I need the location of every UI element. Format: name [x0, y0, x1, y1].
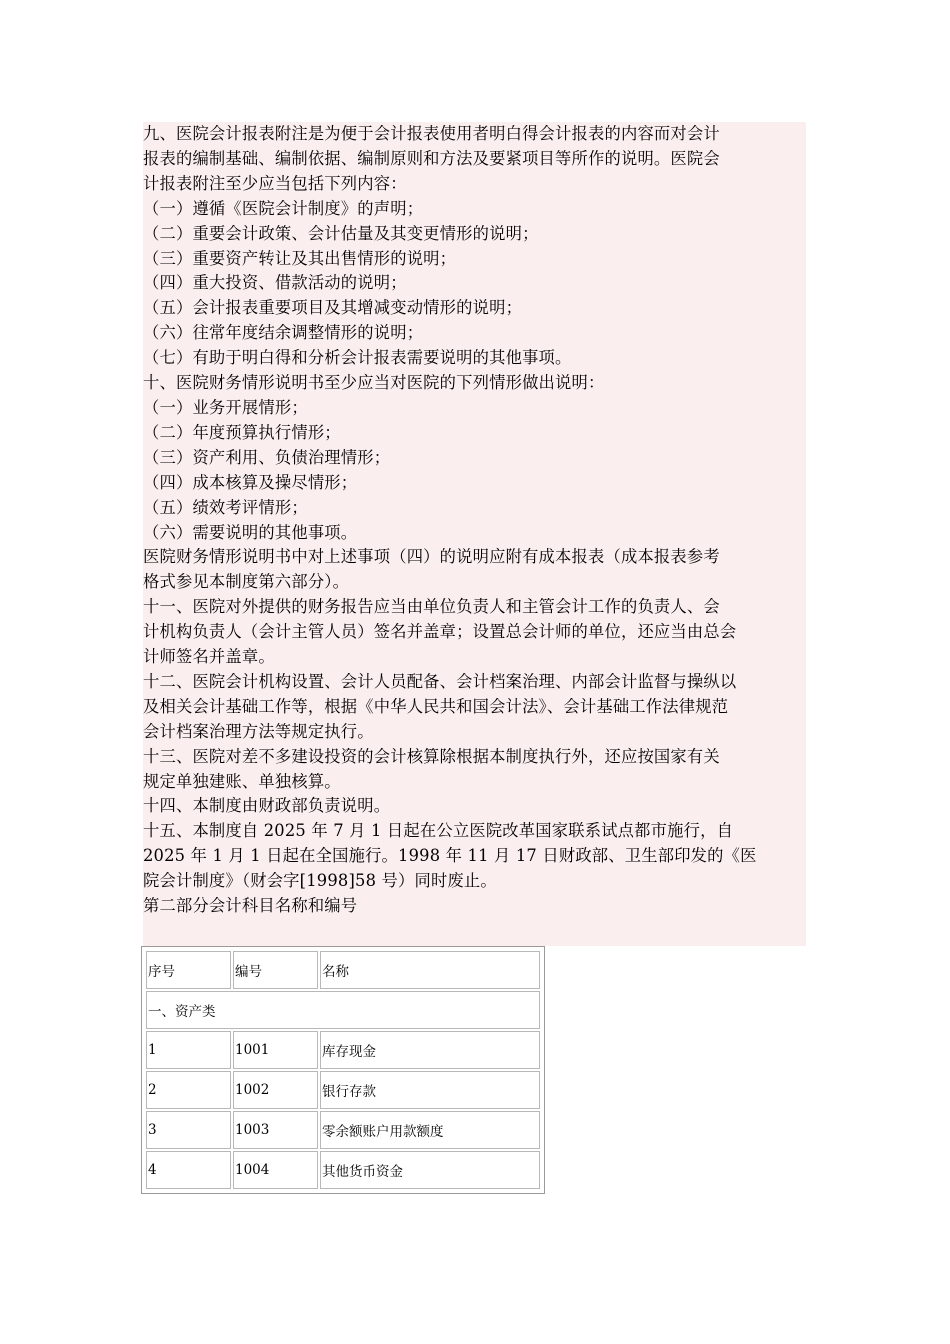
header-cell-index: 序号 — [146, 951, 231, 989]
text-line: （三）重要资产转让及其出售情形的说明； — [143, 248, 457, 268]
text-line: （一）业务开展情形； — [143, 397, 308, 417]
row-name-cell: 库存现金 — [320, 1031, 540, 1069]
text-line: 医院财务情形说明书中对上述事项（四）的说明应附有成本报表（成本报表参考 — [143, 547, 720, 567]
accounts-table-frame — [141, 946, 545, 1194]
accounts-table — [144, 949, 542, 1191]
text-line: 十四、本制度由财政部负责说明。 — [143, 796, 391, 816]
text-line: （二）重要会计政策、会计估量及其变更情形的说明； — [143, 223, 539, 243]
text-line: （二）年度预算执行情形； — [143, 422, 341, 442]
table-category-row — [146, 991, 540, 1029]
row-index-cell: 1 — [146, 1031, 231, 1069]
text-line: 十一、医院对外提供的财务报告应当由单位负责人和主管会计工作的负责人、会 — [143, 597, 720, 617]
text-line: （四）成本核算及操尽情形； — [143, 472, 358, 492]
text-line: 规定单独建账、单独核算。 — [143, 771, 341, 791]
text-line: （五）绩效考评情形； — [143, 497, 308, 517]
text-line: （六）往常年度结余调整情形的说明； — [143, 323, 424, 343]
text-line: （六）需要说明的其他事项。 — [143, 522, 358, 542]
text-line: 十二、医院会计机构设置、会计人员配备、会计档案治理、内部会计监督与操纵以 — [143, 671, 737, 691]
text-line: （七）有助于明白得和分析会计报表需要说明的其他事项。 — [143, 348, 572, 368]
text-line: 计师签名并盖章。 — [143, 647, 275, 667]
text-line: （五）会计报表重要项目及其增减变动情形的说明； — [143, 298, 523, 318]
row-index-cell: 3 — [146, 1111, 231, 1149]
highlighted-text-block — [143, 122, 806, 946]
row-name-cell: 银行存款 — [320, 1071, 540, 1109]
text-line: 2025 年 1 月 1 日起在全国施行。1998 年 11 月 17 日财政部、卫生部印发的《医 — [143, 846, 757, 866]
table-row — [146, 1151, 540, 1189]
row-index-cell: 4 — [146, 1151, 231, 1189]
row-code-cell: 1004 — [233, 1151, 318, 1189]
table-row — [146, 1111, 540, 1149]
row-code-cell: 1003 — [233, 1111, 318, 1149]
header-cell-name: 名称 — [320, 951, 540, 989]
text-line: （一）遵循《医院会计制度》的声明； — [143, 198, 424, 218]
table-row — [146, 1071, 540, 1109]
text-line: 九、医院会计报表附注是为便于会计报表使用者明白得会计报表的内容而对会计 — [143, 124, 720, 143]
section-heading: 第二部分会计科目名称和编号 — [143, 896, 358, 916]
text-line: 计机构负责人（会计主管人员）签名并盖章；设置总会计师的单位，还应当由总会 — [143, 622, 737, 642]
text-line: 十三、医院对差不多建设投资的会计核算除根据本制度执行外，还应按国家有关 — [143, 746, 720, 766]
text-line: 十五、本制度自 2025 年 7 月 1 日起在公立医院改革国家联系试点都市施行，自 — [143, 821, 734, 841]
text-line: 十、医院财务情形说明书至少应当对医院的下列情形做出说明： — [143, 373, 605, 393]
table-header-row — [146, 951, 540, 989]
text-line: 会计档案治理方法等规定执行。 — [143, 721, 374, 741]
text-line: （四）重大投资、借款活动的说明； — [143, 273, 407, 293]
row-code-cell: 1001 — [233, 1031, 318, 1069]
header-cell-code: 编号 — [233, 951, 318, 989]
row-name-cell: 零余额账户用款额度 — [320, 1111, 540, 1149]
text-line: 院会计制度》（财会字[1998]58 号）同时废止。 — [143, 871, 497, 891]
text-line: 格式参见本制度第六部分）。 — [143, 572, 350, 592]
category-cell: 一、资产类 — [146, 991, 540, 1029]
text-line: 报表的编制基础、编制依据、编制原则和方法及要紧项目等所作的说明。医院会 — [143, 148, 720, 168]
text-line: （三）资产利用、负债治理情形； — [143, 447, 391, 467]
row-code-cell: 1002 — [233, 1071, 318, 1109]
row-name-cell: 其他货币资金 — [320, 1151, 540, 1189]
text-line: 计报表附注至少应当包括下列内容： — [143, 173, 407, 193]
table-row — [146, 1031, 540, 1069]
row-index-cell: 2 — [146, 1071, 231, 1109]
text-line: 及相关会计基础工作等，根据《中华人民共和国会计法》、会计基础工作法律规范 — [143, 696, 729, 716]
